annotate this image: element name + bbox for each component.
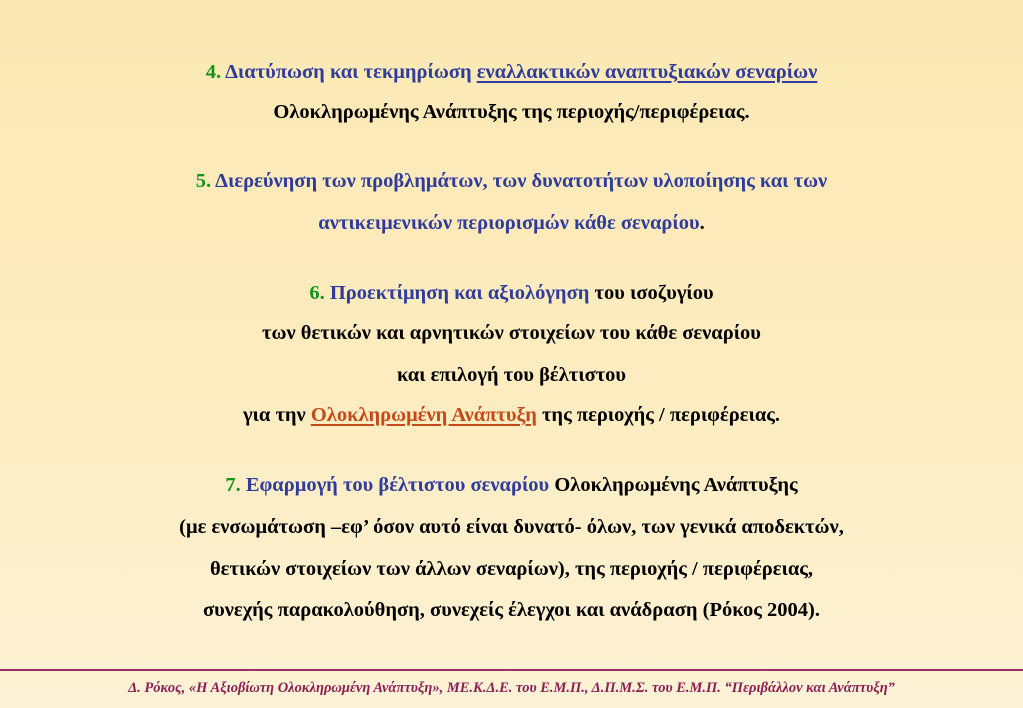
item-5-period: . [699, 212, 705, 234]
item-6-line-4-pre: για την [242, 404, 306, 426]
item-7-line-3: θετικών στοιχείων των άλλων σεναρίων), της περιοχής / περιφέρειας, [209, 558, 814, 580]
footer-divider [0, 669, 1023, 671]
item-5-line-2 [0, 210, 1023, 236]
item-4-line-2: Ολοκληρωμένης Ανάπτυξης της περιοχής/περιφέρειας. [273, 101, 750, 123]
item-4-underlined: εναλλακτικών αναπτυξιακών σεναρίων [476, 61, 818, 83]
item-7-line-2: (με ενσωμάτωση –εφ’ όσον αυτό είναι δυνατό- όλων, των γενικά αποδεκτών, [179, 516, 844, 538]
item-4-lead: Διατύπωση και τεκμηρίωση [225, 61, 472, 83]
item-5-text: Διερεύνηση των προβλημάτων, των δυνατοτήτων υλοποίησης και των [215, 170, 828, 192]
item-4-number: 4. [205, 61, 222, 83]
item-6-lead: Προεκτίμηση και αξιολόγηση [329, 282, 590, 304]
item-5-number: 5. [195, 170, 212, 192]
item-6-line-4-post: της περιοχής / περιφέρειας. [541, 404, 781, 426]
item-6-line-1 [0, 280, 1023, 306]
item-4-line-1 [0, 59, 1023, 85]
item-7-lead-rest: Ολοκληρωμένης Ανάπτυξης [554, 474, 798, 496]
item-5-line-1 [0, 168, 1023, 194]
item-7-lead: Εφαρμογή του βέλτιστου σεναρίου [245, 474, 550, 496]
item-7-line-4: συνεχής παρακολούθηση, συνεχείς έλεγχοι και ανάδραση (Ρόκος 2004). [202, 599, 820, 621]
item-6-line-4 [0, 402, 1023, 428]
item-5-text-2: αντικειμενικών περιορισμών κάθε σεναρίου [318, 212, 700, 234]
footer-citation: Δ. Ρόκος, «Η Αξιοβίωτη Ολοκληρωμένη Ανάπτυξη», ΜΕ.Κ.Δ.Ε. του Ε.Μ.Π., Δ.Π.Μ.Σ. του Ε.Μ.Π. “Περιβάλλον και Ανάπτυξη” [128, 680, 895, 696]
item-6-lead-rest: του ισοζυγίου [594, 282, 714, 304]
item-7-line-1 [0, 472, 1023, 498]
item-7-number: 7. [225, 474, 241, 496]
item-6-number: 6. [309, 282, 325, 304]
item-6-line-3: και επιλογή του βέλτιστου [396, 364, 627, 386]
item-6-line-2: των θετικών και αρνητικών στοιχείων του κάθε σεναρίου [262, 322, 761, 344]
integrated-development-link: Ολοκληρωμένη Ανάπτυξη [310, 404, 537, 426]
